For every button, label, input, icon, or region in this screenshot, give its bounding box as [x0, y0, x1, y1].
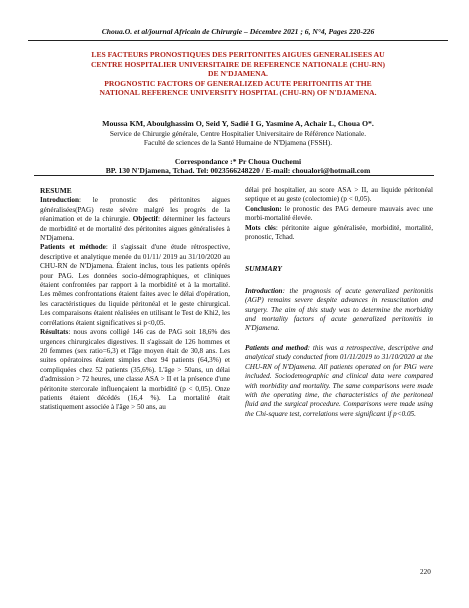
resume-continuation: délai pré hospitalier, au score ASA > II, au liquide péritonéal septique et au geste (colectomie) (p < 0,05). — [245, 186, 433, 204]
summary-introduction — [245, 287, 433, 334]
resume-objectif-text: : déterminer les facteurs de morbidité et de mortalité des péritonites aigues généralisées à N'Djamena. — [40, 215, 230, 243]
header-rule — [28, 40, 448, 41]
resume-resultats-label: Résultats — [40, 328, 69, 337]
summary-heading: SUMMARY — [245, 264, 282, 274]
resume-introduction — [40, 196, 230, 243]
resume-methode-label: Patients et méthode — [40, 243, 106, 252]
summary-intro-label: Introduction — [245, 286, 283, 295]
title-fr-line-1: LES FACTEURS PRONOSTIQUES DES PERITONITES AIGUES GENERALISEES AU — [91, 50, 385, 59]
summary-methods-text: : this was a retrospective, descriptive and analytical study conducted from 01/11/2019 to 31/10/2020 at the CHU-RN of N'Djamena. All patients operated on for PAG were included. Sociodemographic and clinical data were compared with morbidity and mortality. The same comparisons were made with the operating time, the characteristics of the peritoneal fluid and the surgical procedure. Comparisons were made using the Chi-square test, correlations were significant if p<0.05. — [245, 343, 434, 418]
paragraph-gap — [245, 334, 433, 344]
resume-conclusion — [245, 205, 433, 224]
resume-resultats-text: : nous avons colligé 146 cas de PAG soit 18,6% des urgences chirurgicales digestives. Il s'agissait de 126 hommes et 20 femmes (sex ratio=6,3) et l'âge moyen était de 30,8 ans. Les suites opératoires étaient simples chez 94 patients (64,3%) et compliquées chez 52 patients (35,6%). L'âge > 50ans, un délai d'admission > 72 heures, une classe ASA > II et la présence d'une péritonite stercorale influençaient la morbidité (p < 0,05). Onze patients étaient décédés (16,4 %). La mortalité était statistiquement associée à l'âge > 50 ans, au — [40, 328, 230, 412]
journal-header: Choua.O. et al/journal Africain de Chirurgie – Décembre 2021 ; 6, N°4, Pages 220-226 — [101, 27, 375, 36]
title-fr-line-3: DE N'DJAMENA. — [208, 69, 268, 79]
resume-intro-text: : le pronostic des péritonites aigues généralisées(PAG) reste sévère malgré les progrès de la réanimation et de la chirurgie. — [40, 196, 230, 224]
resume-keywords — [245, 224, 433, 243]
resume-conclusion-text: le pronostic des PAG demeure mauvais avec une morbi-mortalité élevée. — [245, 204, 433, 223]
left-column — [40, 186, 230, 413]
title-fr-line-2: CENTRE HOSPITALIER UNIVERSITAIRE DE REFERENCE NATIONALE (CHU-RN) — [90, 59, 386, 69]
summary-methods — [245, 344, 433, 419]
resume-keywords-label: Mots clés — [245, 223, 276, 232]
contact-line: BP. 130 N'Djamena, Tchad. Tel: 0023566248220 / E-mail: choualori@hotmail.com — [105, 166, 371, 175]
resume-conclusion-label: Conclusion: — [245, 204, 282, 213]
resume-keywords-text: : péritonite aigue généralisée, morbidité, mortalité, pronostic, Tchad. — [245, 223, 433, 242]
resume-objectif-label: Objectif — [132, 215, 158, 224]
affiliation-1: Service de Chirurgie générale, Centre Hospitalier Universitaire de Référence Nationale. — [109, 129, 367, 138]
right-column — [245, 186, 433, 419]
summary-methods-label: Patients and method — [245, 343, 308, 352]
resume-methode — [40, 243, 230, 328]
affiliation-2: Faculté de sciences de la Santé Humaine de N'Djamena (FSSH). — [143, 138, 333, 147]
contact-rule — [34, 175, 434, 176]
resume-methode-text: : il s'agissait d'une étude rétrospective, descriptive et analytique menée du 01/11/ 2019 au 31/10/2020 au CHU-RN de N'Djamena. Étaient inclus, tous les patients opérés pour PAG. Les données socio-démographiques, et cliniques étaient confrontées par rapport à la morbidité et à la mortalité. Les mêmes confrontations étaient faites avec le délai d'opération, les caractéristiques du liquide péritonéal et le geste chirurgical. Les comparaisons étaient réalisées en utilisant le Test de Khi2, les corrélations étaient significatives si p<0,05. — [40, 243, 231, 327]
title-en-line-2: NATIONAL REFERENCE UNIVERSITY HOSPITAL (CHU-RN) OF N'DJAMENA. — [99, 88, 377, 98]
resume-resultats — [40, 328, 230, 413]
title-en-line-1: PROGNOSTIC FACTORS OF GENERALIZED ACUTE PERITONITIS AT THE — [104, 78, 372, 88]
correspondence: Correspondance :* Pr Choua Ouchemi — [174, 157, 302, 166]
article-title — [28, 50, 448, 98]
resume-intro-label: Introduction — [40, 196, 80, 205]
authors: Moussa KM, Aboulghassim O, Seid Y, Sadié I G, Yasmine A, Achair L, Choua O*. — [102, 119, 374, 128]
page-number: 220 — [420, 568, 431, 576]
resume-heading: RESUME — [40, 186, 72, 195]
summary-intro-text: : the prognosis of acute generalized peritonitis (AGP) remains severe despite advances in resuscitation and surgery. The aim of this study was to determine the morbidity and mortality factors of acute generalized peritonitis in N'Djamena. — [245, 286, 433, 333]
